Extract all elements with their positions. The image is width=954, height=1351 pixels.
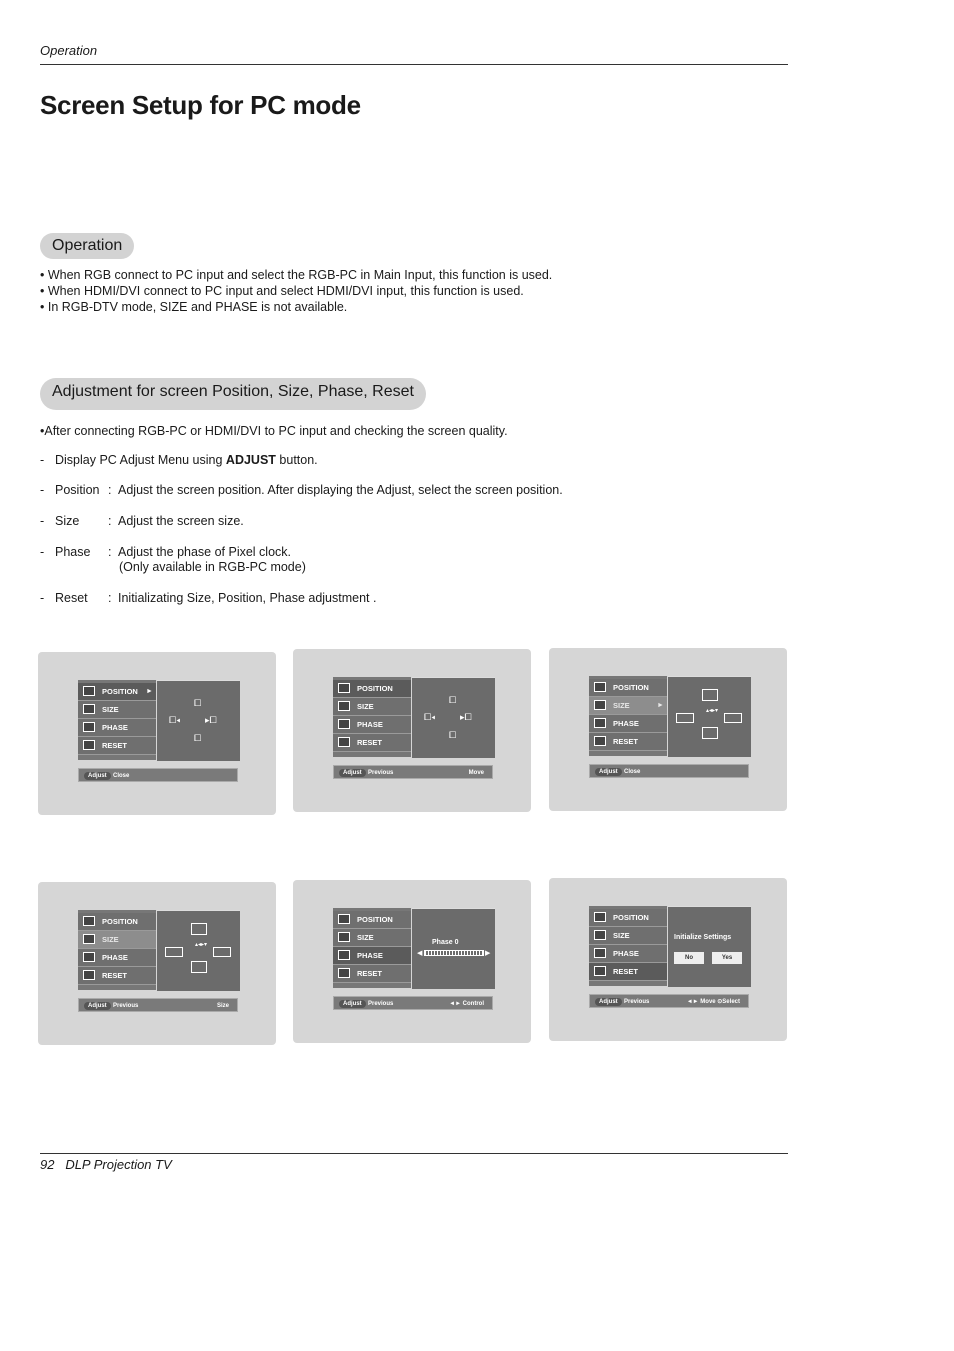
osd-window <box>589 906 751 986</box>
right-box-icon: ▸⧠ <box>205 715 217 725</box>
menu-item-icon <box>83 970 95 980</box>
help-bar-left-label: Close <box>624 769 641 775</box>
size-up-icon <box>191 923 207 935</box>
page-number: 92 <box>40 1157 55 1172</box>
osd-window <box>333 677 495 757</box>
adjust-button[interactable]: Adjust <box>595 998 622 1006</box>
footer-label: DLP Projection TV <box>65 1157 172 1172</box>
operation-bullets <box>40 267 552 315</box>
help-bar-left-label: Previous <box>368 770 394 776</box>
size-down-icon <box>702 727 718 739</box>
osd-menu <box>78 910 156 990</box>
help-bar-right-label: ◄► Control <box>449 1001 484 1007</box>
size-right-icon <box>213 947 231 957</box>
right-arrow-icon: ▶ <box>485 950 491 957</box>
osd-menu-item[interactable]: POSITION <box>333 680 411 698</box>
page-footer <box>40 1157 172 1172</box>
osd-menu-item[interactable]: SIZE ► <box>589 697 667 715</box>
help-bar-right-label: Move <box>468 770 484 776</box>
osd-menu-item[interactable]: POSITION <box>589 679 667 697</box>
osd-menu-item[interactable]: SIZE <box>78 701 156 719</box>
osd-menu-item[interactable]: SIZE <box>78 931 156 949</box>
yes-button[interactable]: Yes <box>712 952 742 964</box>
osd-screenshot-panel <box>549 648 787 811</box>
menu-item-icon <box>338 950 350 960</box>
help-bar-right-label: ◄► Move ⊙Select <box>686 999 740 1005</box>
header-rule <box>40 64 788 65</box>
osd-menu-item[interactable]: PHASE <box>589 945 667 963</box>
menu-item-icon <box>594 718 606 728</box>
left-arrow-icon: ◀ <box>417 950 423 957</box>
osd-menu-item[interactable]: RESET <box>589 733 667 751</box>
menu-item-icon <box>83 740 95 750</box>
menu-item-icon <box>338 914 350 924</box>
menu-item-icon <box>83 704 95 714</box>
menu-item-icon <box>594 736 606 746</box>
adjust-button[interactable]: Adjust <box>339 1000 366 1008</box>
phase-slider[interactable] <box>424 950 484 956</box>
osd-menu <box>589 676 667 756</box>
osd-window <box>333 908 495 988</box>
no-button[interactable]: No <box>674 952 704 964</box>
osd-menu-item[interactable]: RESET <box>589 963 667 981</box>
initialize-settings-label: Initialize Settings <box>674 934 732 941</box>
menu-item-icon <box>594 682 606 692</box>
menu-item-icon <box>594 966 606 976</box>
osd-adjust-area <box>157 910 240 991</box>
osd-adjust-area <box>668 906 751 987</box>
up-box-icon: ⧠ <box>449 695 457 705</box>
menu-item-icon <box>83 916 95 926</box>
menu-item-icon <box>83 952 95 962</box>
menu-item-icon <box>338 701 350 711</box>
osd-adjust-area <box>412 677 495 758</box>
down-box-icon: ⧠ <box>194 733 202 743</box>
help-bar-right-label: Size <box>216 1003 229 1009</box>
osd-menu <box>333 677 411 757</box>
osd-menu-item[interactable]: POSITION <box>78 913 156 931</box>
adjust-keyword: ADJUST <box>225 453 276 467</box>
osd-menu-item[interactable]: SIZE <box>333 698 411 716</box>
size-down-icon <box>191 961 207 973</box>
menu-item-icon <box>83 722 95 732</box>
menu-item-icon <box>83 686 95 696</box>
bullet-3: • In RGB-DTV mode, SIZE and PHASE is not available. <box>40 300 348 314</box>
osd-help-bar <box>333 765 493 779</box>
osd-adjust-area <box>412 908 495 989</box>
help-bar-left-label: Previous <box>113 1003 139 1009</box>
osd-screenshot-panel <box>293 649 531 812</box>
osd-menu <box>333 908 411 988</box>
left-box-icon: ⧠◂ <box>424 712 436 722</box>
osd-menu-item[interactable]: RESET <box>78 967 156 985</box>
osd-menu-item[interactable]: PHASE <box>78 949 156 967</box>
bullet-1: • When RGB connect to PC input and select the RGB-PC in Main Input, this function is used. <box>40 268 553 282</box>
osd-help-bar <box>333 996 493 1010</box>
arrow-cross-icon: ▴◂▸▾ <box>195 942 208 948</box>
menu-item-icon <box>338 968 350 978</box>
osd-menu-item[interactable]: PHASE <box>333 716 411 734</box>
menu-item-icon <box>83 934 95 944</box>
footer-rule <box>40 1153 788 1154</box>
osd-menu <box>589 906 667 986</box>
osd-screenshot-panel <box>293 880 531 1043</box>
right-box-icon: ▸⧠ <box>460 712 472 722</box>
osd-menu-item[interactable]: PHASE <box>589 715 667 733</box>
help-bar-left-label: Previous <box>624 999 650 1005</box>
bullet-2: • When HDMI/DVI connect to PC input and select HDMI/DVI input, this function is used. <box>40 284 524 298</box>
phase-note: (Only available in RGB-PC mode) <box>119 560 306 574</box>
adjust-button[interactable]: Adjust <box>595 768 622 776</box>
submenu-arrow-icon: ► <box>657 702 664 709</box>
submenu-arrow-icon: ► <box>146 688 153 695</box>
menu-item-icon <box>594 930 606 940</box>
phase-value: Phase 0 <box>432 939 459 946</box>
osd-screenshot-panel <box>38 652 276 815</box>
osd-help-bar <box>78 998 238 1012</box>
adjustment-intro: •After connecting RGB-PC or HDMI/DVI to PC input and checking the screen quality. <box>40 424 508 438</box>
menu-item-icon <box>338 683 350 693</box>
up-box-icon: ⧠ <box>194 698 202 708</box>
arrow-cross-icon: ▴◂▸▾ <box>706 708 719 714</box>
size-left-icon <box>165 947 183 957</box>
osd-help-bar <box>589 994 749 1008</box>
osd-help-bar <box>78 768 238 782</box>
osd-menu-item[interactable]: PHASE <box>78 719 156 737</box>
osd-menu-item[interactable]: RESET <box>333 965 411 983</box>
osd-menu-item[interactable]: PHASE <box>333 947 411 965</box>
osd-menu-item[interactable]: SIZE <box>589 927 667 945</box>
osd-window <box>78 910 240 990</box>
adjust-button[interactable]: Adjust <box>84 1002 111 1010</box>
help-bar-left-label: Close <box>113 773 130 779</box>
osd-menu-item[interactable]: RESET <box>333 734 411 752</box>
adjust-button[interactable]: Adjust <box>84 772 111 780</box>
osd-screenshot-panel <box>549 878 787 1041</box>
osd-menu-item[interactable]: SIZE <box>333 929 411 947</box>
osd-screenshot-panel <box>38 882 276 1045</box>
menu-item-icon <box>338 719 350 729</box>
adjustment-description: •After connecting RGB-PC or HDMI/DVI to PC input and checking the screen quality. - Display PC Adjust Menu using ADJUST button. - Position : Adjust the screen position. After displaying the Adjust, select the screen position. - Size : Adjust the screen size. - Phase : Adjust the phase of Pixel clock. (Only available in RGB-PC mode) - Reset : Initializating Size, Position, Phase adjustment . <box>40 424 563 605</box>
adjustment-heading: Adjustment for screen Position, Size, Phase, Reset <box>40 378 426 410</box>
osd-adjust-area <box>668 676 751 757</box>
osd-menu-item[interactable]: POSITION <box>333 911 411 929</box>
size-up-icon <box>702 689 718 701</box>
section-label: Operation <box>40 43 98 58</box>
osd-adjust-area <box>157 680 240 761</box>
adjust-button[interactable]: Adjust <box>339 769 366 777</box>
page-title: Screen Setup for PC mode <box>40 90 361 120</box>
menu-item-icon <box>338 737 350 747</box>
left-box-icon: ⧠◂ <box>169 715 181 725</box>
menu-item-icon <box>594 948 606 958</box>
osd-menu-item[interactable]: POSITION ► <box>78 683 156 701</box>
operation-heading: Operation <box>40 233 134 259</box>
osd-window <box>589 676 751 756</box>
menu-item-icon <box>594 912 606 922</box>
size-right-icon <box>724 713 742 723</box>
osd-help-bar <box>589 764 749 778</box>
menu-item-icon <box>594 700 606 710</box>
help-bar-left-label: Previous <box>368 1001 394 1007</box>
osd-menu-item[interactable]: POSITION <box>589 909 667 927</box>
osd-menu <box>78 680 156 760</box>
menu-item-icon <box>338 932 350 942</box>
size-left-icon <box>676 713 694 723</box>
osd-window <box>78 680 240 760</box>
down-box-icon: ⧠ <box>449 730 457 740</box>
osd-menu-item[interactable]: RESET <box>78 737 156 755</box>
